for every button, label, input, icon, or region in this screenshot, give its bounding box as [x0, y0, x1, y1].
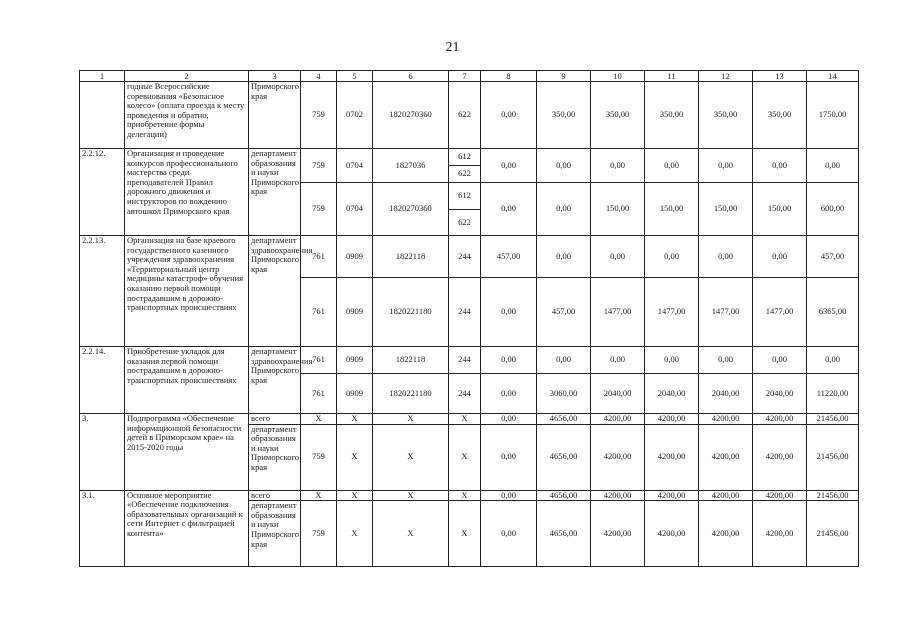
row-number-cell — [80, 82, 125, 149]
value-cell: 2040,00 — [753, 374, 807, 414]
value-cell: 350,00 — [645, 82, 699, 149]
value-cell: 0,00 — [481, 414, 537, 425]
table-cell: 1827036 — [373, 149, 449, 183]
value-cell: 0,00 — [807, 149, 859, 183]
value-cell: 0,00 — [753, 236, 807, 278]
table-cell: 759 — [301, 424, 337, 490]
value-cell: 4200,00 — [753, 414, 807, 425]
table-cell: X — [373, 424, 449, 490]
table-cell: 1822118 — [373, 236, 449, 278]
value-cell: 1477,00 — [699, 278, 753, 347]
table-row — [80, 149, 859, 166]
value-cell: 457,00 — [481, 236, 537, 278]
row-number-cell: 3. — [80, 414, 125, 491]
column-header: 4 — [301, 71, 337, 82]
value-cell: 0,00 — [645, 347, 699, 374]
table-cell: 0909 — [337, 236, 373, 278]
value-cell: 0,00 — [591, 149, 645, 183]
table-cell: 1820221180 — [373, 374, 449, 414]
table-cell: 244 — [449, 278, 481, 347]
table-cell: 0704 — [337, 149, 373, 183]
column-header: 6 — [373, 71, 449, 82]
value-cell: 4656,00 — [537, 414, 591, 425]
row-number-cell: 2.2.14. — [80, 347, 125, 414]
table-cell: 0909 — [337, 278, 373, 347]
value-cell: 21456,00 — [807, 414, 859, 425]
value-cell: 0,00 — [699, 347, 753, 374]
value-cell: 0,00 — [481, 374, 537, 414]
column-header: 5 — [337, 71, 373, 82]
table-cell: X — [449, 414, 481, 425]
table-cell: X — [301, 414, 337, 425]
value-cell: 4200,00 — [591, 414, 645, 425]
table-cell: X — [373, 501, 449, 567]
value-cell: 4656,00 — [537, 424, 591, 490]
value-cell: 4200,00 — [645, 424, 699, 490]
value-cell: 4200,00 — [753, 424, 807, 490]
table-cell: 244 — [449, 374, 481, 414]
activity-description: Основное мероприятие «Обеспечение подключения образовательных организаций к сети Интернет с фильтрацией контента» — [125, 490, 249, 567]
value-cell: 0,00 — [807, 347, 859, 374]
table-cell: 1822118 — [373, 347, 449, 374]
table-cell: 622 — [449, 210, 481, 236]
value-cell: 4200,00 — [699, 490, 753, 501]
value-cell: 350,00 — [537, 82, 591, 149]
table-cell: 761 — [301, 347, 337, 374]
value-cell: 150,00 — [645, 183, 699, 236]
value-cell: 350,00 — [753, 82, 807, 149]
table-cell: 0909 — [337, 347, 373, 374]
value-cell: 4200,00 — [591, 501, 645, 567]
table-cell: 612 — [449, 183, 481, 210]
value-cell: 0,00 — [591, 347, 645, 374]
value-cell: 150,00 — [753, 183, 807, 236]
value-cell: 4200,00 — [753, 501, 807, 567]
executor-cell: Приморского края — [249, 82, 301, 149]
table-cell: 1820221180 — [373, 278, 449, 347]
table-cell: X — [449, 501, 481, 567]
table-cell: 1820270360 — [373, 183, 449, 236]
value-cell: 1750,00 — [807, 82, 859, 149]
table-cell: X — [301, 490, 337, 501]
table-row — [80, 236, 859, 278]
value-cell: 600,00 — [807, 183, 859, 236]
value-cell: 350,00 — [699, 82, 753, 149]
budget-table — [79, 70, 859, 567]
value-cell: 0,00 — [591, 236, 645, 278]
table-row — [80, 347, 859, 374]
table-cell: 0702 — [337, 82, 373, 149]
value-cell: 0,00 — [481, 501, 537, 567]
table-cell: 759 — [301, 149, 337, 183]
table-cell: 759 — [301, 82, 337, 149]
value-cell: 11220,00 — [807, 374, 859, 414]
table-row — [80, 414, 859, 425]
value-cell: 457,00 — [807, 236, 859, 278]
activity-description: годные Всероссийские соревнования «Безопасное колесо» (оплата проезда к месту проведения и обратно, приобретение формы делегации) — [125, 82, 249, 149]
column-header: 9 — [537, 71, 591, 82]
table-cell: 759 — [301, 183, 337, 236]
value-cell: 0,00 — [537, 236, 591, 278]
row-number-cell: 3.1. — [80, 490, 125, 567]
table-cell: 761 — [301, 374, 337, 414]
value-cell: 0,00 — [481, 183, 537, 236]
table-cell: X — [373, 490, 449, 501]
value-cell: 0,00 — [699, 149, 753, 183]
executor-cell: всего — [249, 490, 301, 501]
value-cell: 4200,00 — [645, 490, 699, 501]
table-cell: 761 — [301, 278, 337, 347]
row-number-cell: 2.2.12. — [80, 149, 125, 236]
table-cell: 0909 — [337, 374, 373, 414]
value-cell: 457,00 — [537, 278, 591, 347]
table-cell: X — [449, 490, 481, 501]
value-cell: 4200,00 — [699, 501, 753, 567]
value-cell: 21456,00 — [807, 424, 859, 490]
value-cell: 0,00 — [537, 347, 591, 374]
value-cell: 0,00 — [481, 347, 537, 374]
value-cell: 2040,00 — [591, 374, 645, 414]
value-cell: 0,00 — [753, 347, 807, 374]
column-header: 13 — [753, 71, 807, 82]
value-cell: 3060,00 — [537, 374, 591, 414]
value-cell: 150,00 — [699, 183, 753, 236]
value-cell: 4200,00 — [645, 414, 699, 425]
value-cell: 0,00 — [699, 236, 753, 278]
value-cell: 4200,00 — [699, 424, 753, 490]
value-cell: 0,00 — [481, 82, 537, 149]
value-cell: 0,00 — [645, 236, 699, 278]
value-cell: 0,00 — [537, 149, 591, 183]
value-cell: 0,00 — [481, 278, 537, 347]
column-header: 11 — [645, 71, 699, 82]
value-cell: 4200,00 — [699, 414, 753, 425]
value-cell: 4200,00 — [591, 424, 645, 490]
table-row — [80, 490, 859, 501]
table-row — [80, 82, 859, 149]
value-cell: 0,00 — [645, 149, 699, 183]
table-cell: X — [373, 414, 449, 425]
column-header: 3 — [249, 71, 301, 82]
value-cell: 350,00 — [591, 82, 645, 149]
activity-description: Организация и проведение конкурсов профессионального мастерства среди преподавателей Правил дорожного движения и инструкторов по вождению автошкол Приморского края — [125, 149, 249, 236]
value-cell: 1477,00 — [753, 278, 807, 347]
executor-cell: департамент образования и науки Приморского края — [249, 149, 301, 236]
table-cell: X — [337, 490, 373, 501]
table-cell: X — [449, 424, 481, 490]
value-cell: 2040,00 — [699, 374, 753, 414]
column-header: 8 — [481, 71, 537, 82]
value-cell: 6365,00 — [807, 278, 859, 347]
table-cell: 244 — [449, 347, 481, 374]
activity-description: Подпрограмма «Обеспечение информационной безопасности детей в Приморском крае» на 2015-2020 годы — [125, 414, 249, 491]
table-cell: 612 — [449, 149, 481, 166]
column-header: 12 — [699, 71, 753, 82]
value-cell: 21456,00 — [807, 501, 859, 567]
column-header: 7 — [449, 71, 481, 82]
executor-cell: департамент здравоохранения Приморского края — [249, 236, 301, 347]
value-cell: 4656,00 — [537, 501, 591, 567]
column-header: 10 — [591, 71, 645, 82]
value-cell: 21456,00 — [807, 490, 859, 501]
header-row — [80, 71, 859, 82]
value-cell: 0,00 — [481, 490, 537, 501]
table-cell: X — [337, 501, 373, 567]
table-cell: 622 — [449, 166, 481, 183]
table-cell: 1820270360 — [373, 82, 449, 149]
value-cell: 1477,00 — [645, 278, 699, 347]
column-header: 1 — [80, 71, 125, 82]
value-cell: 2040,00 — [645, 374, 699, 414]
column-header: 2 — [125, 71, 249, 82]
value-cell: 0,00 — [753, 149, 807, 183]
executor-cell: всего — [249, 414, 301, 425]
executor-cell: департамент образования и науки Приморского края — [249, 424, 301, 490]
executor-cell: департамент образования и науки Приморского края — [249, 501, 301, 567]
activity-description: Организация на базе краевого государственного казенного учреждения здравоохранения «Территориальный центр медицины катастроф» обучения оказанию первой помощи пострадавшим в дорожно-транспортных происшествиях — [125, 236, 249, 347]
value-cell: 150,00 — [591, 183, 645, 236]
value-cell: 0,00 — [481, 424, 537, 490]
executor-cell: департамент здравоохранения Приморского края — [249, 347, 301, 414]
row-number-cell: 2.2.13. — [80, 236, 125, 347]
value-cell: 4200,00 — [591, 490, 645, 501]
table-cell: 244 — [449, 236, 481, 278]
value-cell: 0,00 — [537, 183, 591, 236]
page-number: 21 — [445, 40, 460, 55]
value-cell: 4200,00 — [645, 501, 699, 567]
table-cell: X — [337, 424, 373, 490]
table-cell: 761 — [301, 236, 337, 278]
table-cell: 622 — [449, 82, 481, 149]
value-cell: 4200,00 — [753, 490, 807, 501]
activity-description: Приобретение укладок для оказания первой помощи пострадавшим в дорожно-транспортных происшествиях — [125, 347, 249, 414]
value-cell: 0,00 — [481, 149, 537, 183]
table-cell: 0704 — [337, 183, 373, 236]
value-cell: 4656,00 — [537, 490, 591, 501]
value-cell: 1477,00 — [591, 278, 645, 347]
column-header: 14 — [807, 71, 859, 82]
table-cell: X — [337, 414, 373, 425]
table-cell: 759 — [301, 501, 337, 567]
